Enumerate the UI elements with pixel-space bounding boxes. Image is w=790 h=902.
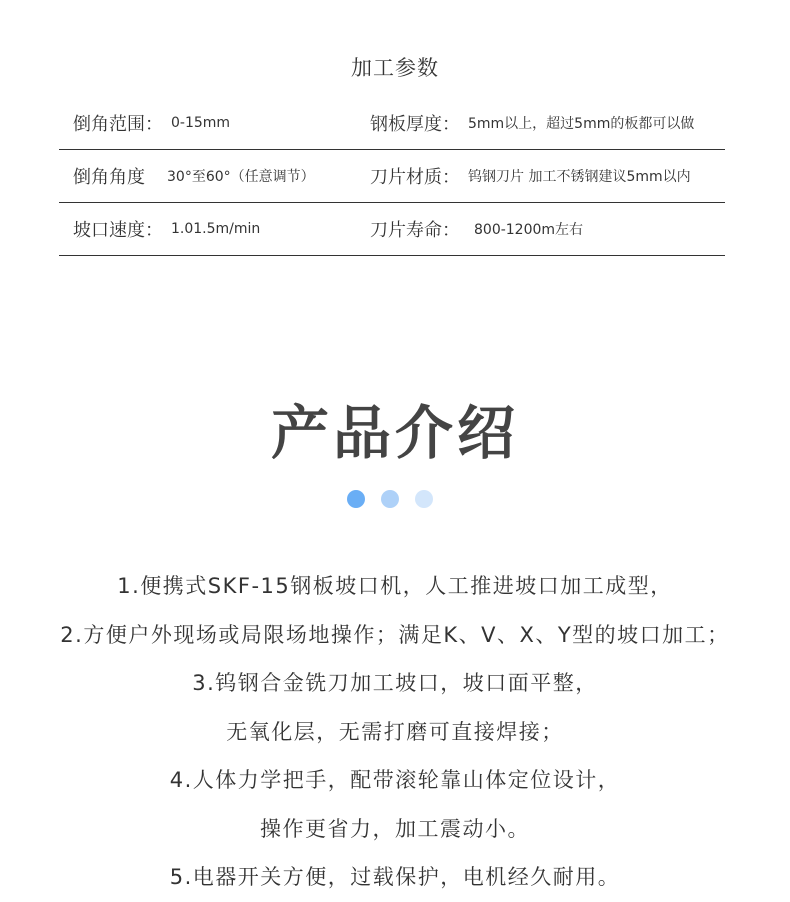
param-label: 刀片材质： xyxy=(370,167,460,188)
description-line: 2.方便户外现场或局限场地操作；满足K、V、X、Y型的坡口加工； xyxy=(60,622,730,647)
params-table xyxy=(59,97,725,256)
intro-title: 产品介绍 xyxy=(270,399,519,467)
param-label: 倒角角度 xyxy=(73,167,145,188)
param-cell xyxy=(73,150,315,202)
param-value: 5mm以上，超过5mm的板都可以做 xyxy=(468,116,695,132)
param-cell xyxy=(370,97,694,149)
description-line: 4.人体力学把手，配带滚轮靠山体定位设计， xyxy=(169,768,621,792)
intro-description xyxy=(0,562,790,902)
param-cell xyxy=(73,203,260,255)
description-line: 无氧化层，无需打磨可直接焊接； xyxy=(226,719,564,744)
param-label: 倒角范围： xyxy=(73,114,163,135)
param-value: 钨钢刀片 加工不锈钢建议5mm以内 xyxy=(468,169,691,185)
dot-icon xyxy=(415,490,433,508)
param-label: 钢板厚度： xyxy=(370,114,460,135)
param-label: 坡口速度： xyxy=(73,220,163,241)
description-line: 3.钨钢合金铣刀加工坡口，坡口面平整， xyxy=(192,671,598,695)
description-line: 操作更省力，加工震动小。 xyxy=(260,816,530,841)
param-value: 800-1200m左右 xyxy=(474,222,584,238)
param-value: 0-15mm xyxy=(171,115,231,131)
param-cell xyxy=(370,203,583,255)
param-cell xyxy=(370,150,691,202)
dot-icon xyxy=(381,490,399,508)
params-title: 加工参数 xyxy=(351,56,439,80)
param-value: 1.01.5m/min xyxy=(171,221,261,237)
description-line: 1.便携式SKF-15钢板坡口机，人工推进坡口加工成型， xyxy=(117,574,673,598)
description-line: 5.电器开关方便，过载保护，电机经久耐用。 xyxy=(169,865,621,889)
params-row xyxy=(59,203,725,256)
params-row xyxy=(59,97,725,150)
dot-icon xyxy=(347,490,365,508)
param-value: 30°至60°（任意调节） xyxy=(167,169,315,185)
param-cell xyxy=(73,97,230,149)
params-row xyxy=(59,150,725,203)
decorative-dots xyxy=(347,490,433,508)
param-label: 刀片寿命： xyxy=(370,220,460,241)
